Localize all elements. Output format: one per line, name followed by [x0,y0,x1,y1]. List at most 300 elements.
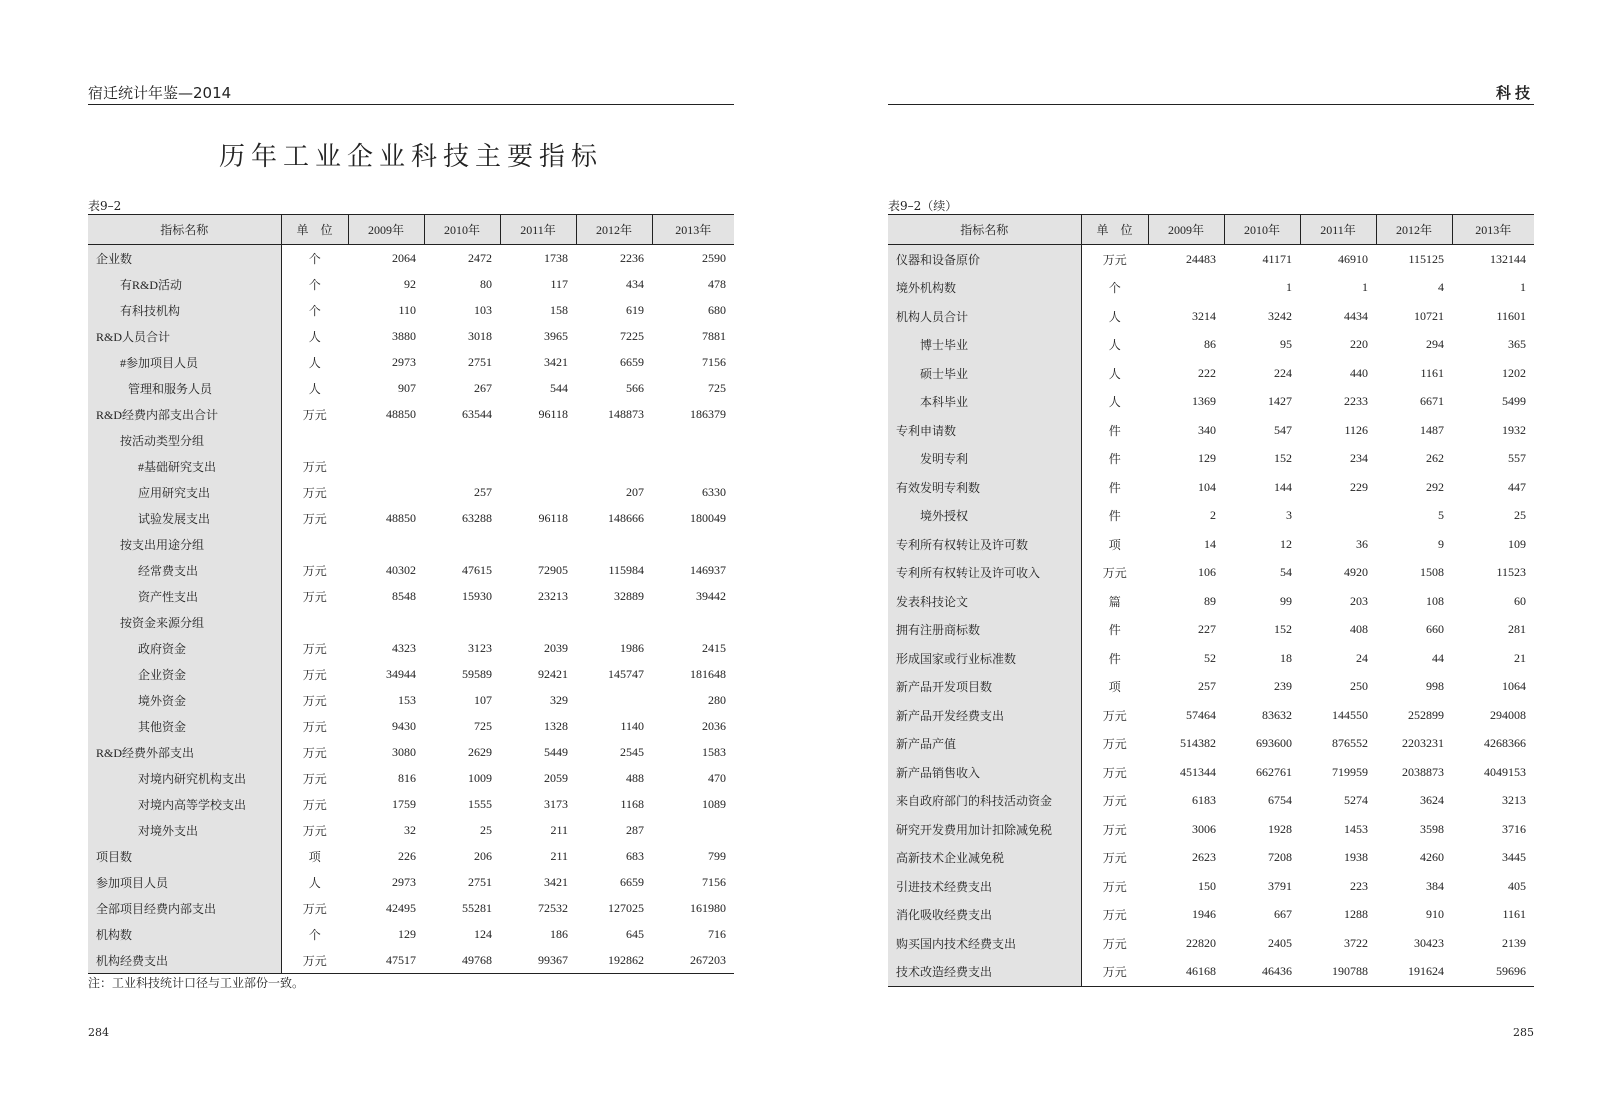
value-cell: 40302 [386,562,416,577]
unit-cell: 人 [1108,309,1121,324]
indicator-name: 发明专利 [888,445,1081,474]
value-cell: 34944 [386,666,416,681]
value-cell: 257 [474,484,492,499]
value-cell: 14 [1204,536,1216,551]
value-cell: 124 [474,926,492,941]
unit-cell: 万元 [1102,908,1127,923]
table-row [888,559,1534,588]
unit-cell: 万元 [281,947,348,974]
value-cell: 2973 [392,354,416,369]
value-cell: 2039 [544,640,568,655]
indicator-name: 机构人员合计 [888,302,1081,331]
value-cell: 1453 [1344,821,1368,836]
value-cell: 3006 [1192,821,1216,836]
table-row [88,505,734,531]
value-cell: 86 [1204,337,1216,352]
value-cell [500,427,576,453]
unit-cell: 万元 [302,823,327,838]
unit-cell: 人 [308,329,321,344]
value-cell: 719959 [1332,764,1368,779]
unit-cell: 万元 [302,511,327,526]
unit-cell: 万元 [1081,958,1148,987]
table-row [88,479,734,505]
value-cell: 148666 [608,510,644,525]
indicator-name: 管理和服务人员 [88,375,281,401]
value-cell: 18 [1280,650,1292,665]
indicator-name: 发表科技论文 [888,587,1081,616]
value-cell: 6754 [1268,793,1292,808]
value-cell: 257 [1198,679,1216,694]
unit-cell: 万元 [302,407,327,422]
unit-cell: 件 [1108,452,1121,467]
unit-cell: 个 [308,303,321,318]
value-cell: 262 [1426,451,1444,466]
indicator-name: 境外资金 [88,687,281,713]
value-cell: 267203 [652,947,734,974]
table-row [88,401,734,427]
indicator-name: R&D人员合计 [88,323,281,349]
value-cell [500,531,576,557]
value-cell: 292 [1426,479,1444,494]
value-cell: 129 [1198,451,1216,466]
indicator-name: 博士毕业 [888,331,1081,360]
value-cell: 434 [626,276,644,291]
value-cell: 220 [1350,337,1368,352]
unit-cell: 万元 [302,563,327,578]
unit-cell: 万元 [302,667,327,682]
value-cell: 267 [474,380,492,395]
indicator-name: 有效发明专利数 [888,473,1081,502]
value-cell: 1759 [392,796,416,811]
unit-cell: 万元 [302,589,327,604]
value-cell: 11523 [1496,565,1526,580]
value-cell: 566 [626,380,644,395]
value-cell: 716 [708,926,726,941]
value-cell: 234 [1350,451,1368,466]
page-number: 284 [88,1026,109,1039]
value-cell: 294008 [1490,707,1526,722]
value-cell [424,427,500,453]
table-row [888,815,1534,844]
value-cell: 161980 [690,900,726,915]
value-cell: 153 [398,692,416,707]
table-row [88,947,734,974]
value-cell: 226 [398,848,416,863]
unit-cell [281,531,348,557]
unit-cell: 万元 [1102,822,1127,837]
table-row [88,765,734,791]
indicator-name: R&D经费外部支出 [88,739,281,765]
value-cell: 514382 [1180,736,1216,751]
value-cell: 2629 [468,744,492,759]
value-cell: 54 [1280,565,1292,580]
value-cell: 662761 [1256,764,1292,779]
value-cell: 223 [1350,878,1368,893]
value-cell: 24483 [1186,251,1216,266]
value-cell: 92421 [538,666,568,681]
column-header: 2013年 [652,215,734,245]
value-cell: 2545 [620,744,644,759]
value-cell: 6659 [620,354,644,369]
value-cell [576,453,652,479]
value-cell: 41171 [1262,251,1292,266]
column-header: 单 位 [281,215,348,245]
table-row [888,274,1534,303]
value-cell: 799 [708,848,726,863]
value-cell: 99 [1280,593,1292,608]
unit-cell: 万元 [1102,879,1127,894]
unit-cell: 万元 [302,459,327,474]
value-cell: 186379 [690,406,726,421]
indicator-name: 专利申请数 [888,416,1081,445]
value-cell: 4920 [1344,565,1368,580]
unit-cell: 万元 [302,745,327,760]
table-row [888,872,1534,901]
table-row [88,791,734,817]
table-row [88,817,734,843]
table-row [888,844,1534,873]
value-cell: 683 [626,848,644,863]
unit-cell: 万元 [1102,708,1127,723]
value-cell: 3123 [468,640,492,655]
value-cell: 117 [550,276,568,291]
value-cell: 3018 [468,328,492,343]
value-cell: 3624 [1420,793,1444,808]
value-cell: 2139 [1502,935,1526,950]
value-cell: 127025 [608,900,644,915]
value-cell: 3080 [392,744,416,759]
indicator-name: #基础研究支出 [88,453,281,479]
indicator-name: 高新技术企业减免税 [888,844,1081,873]
value-cell: 478 [708,276,726,291]
indicator-name: 政府资金 [88,635,281,661]
value-cell: 3214 [1192,308,1216,323]
value-cell: 2203231 [1402,736,1444,751]
value-cell: 146937 [690,562,726,577]
value-cell: 24 [1356,650,1368,665]
value-cell: 12 [1280,536,1292,551]
value-cell: 3421 [544,354,568,369]
value-cell: 5 [1438,508,1444,523]
value-cell [424,453,500,479]
unit-cell: 人 [1108,338,1121,353]
value-cell: 57464 [1186,707,1216,722]
unit-cell: 万元 [1102,765,1127,780]
indicator-name: 新产品开发经费支出 [888,701,1081,730]
indicator-name: 引进技术经费支出 [888,872,1081,901]
value-cell: 4260 [1420,850,1444,865]
unit-cell: 万元 [302,485,327,500]
value-cell: 9 [1438,536,1444,551]
value-cell: 2405 [1268,935,1292,950]
unit-cell: 项 [1108,537,1121,552]
value-cell: 23213 [538,588,568,603]
table-row [888,302,1534,331]
value-cell: 52 [1204,650,1216,665]
table-row [888,331,1534,360]
value-cell: 1161 [1502,907,1526,922]
value-cell: 144550 [1332,707,1368,722]
value-cell: 181648 [690,666,726,681]
value-cell: 287 [626,822,644,837]
value-cell: 180049 [690,510,726,525]
value-cell [1300,502,1376,531]
value-cell: 1202 [1502,365,1526,380]
value-cell: 47615 [462,562,492,577]
unit-cell: 项 [1108,680,1121,695]
value-cell: 30423 [1414,935,1444,950]
indicator-name: 本科毕业 [888,388,1081,417]
value-cell: 340 [1198,422,1216,437]
column-header: 2013年 [1452,215,1534,245]
value-cell: 109 [1508,536,1526,551]
table-row [88,739,734,765]
value-cell: 1126 [1344,422,1368,437]
value-cell [424,531,500,557]
value-cell: 2751 [468,874,492,889]
table-row [888,673,1534,702]
value-cell: 152 [1274,451,1292,466]
value-cell: 907 [398,380,416,395]
value-cell: 1 [1286,280,1292,295]
value-cell: 59696 [1452,958,1534,987]
value-cell: 6659 [620,874,644,889]
column-header: 2009年 [1148,215,1224,245]
value-cell: 2590 [702,250,726,265]
value-cell: 11601 [1496,308,1526,323]
value-cell: 2623 [1192,850,1216,865]
indicator-name: 专利所有权转让及许可数 [888,530,1081,559]
unit-cell: 件 [1108,623,1121,638]
value-cell: 1009 [468,770,492,785]
value-cell [348,479,424,505]
value-cell: 96118 [538,510,568,525]
indicator-table-continued [888,214,1534,987]
value-cell: 2 [1210,508,1216,523]
table-row [888,359,1534,388]
value-cell: 3173 [544,796,568,811]
value-cell: 21 [1514,650,1526,665]
value-cell: 150 [1198,878,1216,893]
indicator-name: 项目数 [88,843,281,869]
value-cell: 667 [1274,907,1292,922]
table-row [888,502,1534,531]
table-row [88,609,734,635]
value-cell: 72905 [538,562,568,577]
value-cell: 5449 [544,744,568,759]
value-cell: 107 [474,692,492,707]
unit-cell: 篇 [1108,594,1121,609]
value-cell: 4268366 [1484,736,1526,751]
value-cell: 191624 [1376,958,1452,987]
value-cell: 1328 [544,718,568,733]
unit-cell: 万元 [1102,794,1127,809]
value-cell [348,453,424,479]
value-cell: 5499 [1502,394,1526,409]
value-cell: 145747 [608,666,644,681]
value-cell: 25 [1514,508,1526,523]
table-row [88,323,734,349]
table-row [88,427,734,453]
page-number: 285 [1513,1026,1534,1039]
value-cell: 207 [626,484,644,499]
indicator-name: 专利所有权转让及许可收入 [888,559,1081,588]
value-cell: 3242 [1268,308,1292,323]
value-cell: 95 [1280,337,1292,352]
unit-cell: 件 [1108,423,1121,438]
table-row [88,713,734,739]
value-cell: 2415 [702,640,726,655]
value-cell: 80 [480,276,492,291]
value-cell: 488 [626,770,644,785]
unit-cell: 人 [308,355,321,370]
indicator-name: 新产品产值 [888,730,1081,759]
table-row [88,349,734,375]
value-cell: 2038873 [1402,764,1444,779]
value-cell: 25 [480,822,492,837]
value-cell: 3791 [1268,878,1292,893]
table-row [88,921,734,947]
value-cell: 1986 [620,640,644,655]
value-cell: 544 [550,380,568,395]
column-header: 2010年 [424,215,500,245]
value-cell: 63544 [462,406,492,421]
column-header: 2010年 [1224,215,1300,245]
value-cell: 148873 [608,406,644,421]
value-cell [348,609,424,635]
table-row [88,869,734,895]
value-cell: 693600 [1256,736,1292,751]
column-header: 2012年 [1376,215,1452,245]
indicator-name: 经常费支出 [88,557,281,583]
value-cell: 110 [398,302,416,317]
value-cell: 408 [1350,622,1368,637]
indicator-table [88,214,734,974]
indicator-name: 对境内高等学校支出 [88,791,281,817]
value-cell: 2036 [702,718,726,733]
value-cell: 36 [1356,536,1368,551]
value-cell: 3965 [544,328,568,343]
value-cell: 384 [1426,878,1444,893]
value-cell [652,427,734,453]
indicator-name: 试验发展支出 [88,505,281,531]
value-cell: 7156 [702,874,726,889]
value-cell: 1738 [544,250,568,265]
value-cell: 2059 [544,770,568,785]
value-cell: 4323 [392,640,416,655]
value-cell: 3421 [544,874,568,889]
value-cell: 115984 [608,562,644,577]
table-row [88,271,734,297]
indicator-name: 购买国内技术经费支出 [888,929,1081,958]
value-cell: 10721 [1414,308,1444,323]
value-cell: 158 [550,302,568,317]
column-header: 指标名称 [888,215,1081,245]
indicator-name: 资产性支出 [88,583,281,609]
unit-cell: 万元 [302,693,327,708]
value-cell: 48850 [386,510,416,525]
value-cell: 152 [1274,622,1292,637]
value-cell: 876552 [1332,736,1368,751]
value-cell: 103 [474,302,492,317]
indicator-name: 新产品开发项目数 [888,673,1081,702]
table-row [88,583,734,609]
table-row [88,245,734,272]
table-row [88,895,734,921]
value-cell: 186 [550,926,568,941]
table-row [888,730,1534,759]
value-cell: 59589 [462,666,492,681]
value-cell: 132144 [1490,251,1526,266]
value-cell [576,687,652,713]
value-cell: 2233 [1344,394,1368,409]
value-cell: 224 [1274,365,1292,380]
value-cell: 46910 [1338,251,1368,266]
indicator-name: 拥有注册商标数 [888,616,1081,645]
value-cell: 115125 [1408,251,1444,266]
value-cell: 405 [1508,878,1526,893]
unit-cell: 万元 [302,797,327,812]
value-cell [576,531,652,557]
table-row [888,616,1534,645]
value-cell: 211 [550,822,568,837]
table-row [88,661,734,687]
column-header: 2012年 [576,215,652,245]
unit-cell: 件 [1108,651,1121,666]
value-cell: 252899 [1408,707,1444,722]
table-row [88,843,734,869]
value-cell: 1555 [468,796,492,811]
value-cell: 47517 [348,947,424,974]
value-cell: 1140 [620,718,644,733]
value-cell: 660 [1426,622,1444,637]
value-cell: 6183 [1192,793,1216,808]
table-row [888,644,1534,673]
value-cell: 6671 [1420,394,1444,409]
value-cell [500,479,576,505]
value-cell: 447 [1508,479,1526,494]
running-head: 宿迁统计年鉴—2014 [88,82,734,105]
value-cell: 108 [1426,593,1444,608]
unit-cell: 个 [1108,281,1121,296]
value-cell [500,609,576,635]
value-cell: 83632 [1262,707,1292,722]
value-cell: 92 [404,276,416,291]
table-row [88,635,734,661]
value-cell: 96118 [538,406,568,421]
value-cell: 46436 [1224,958,1300,987]
unit-cell [281,427,348,453]
table-label: 表9–2 [88,199,122,213]
running-head: 科技 [888,82,1534,105]
value-cell: 229 [1350,479,1368,494]
value-cell: 1 [1362,280,1368,295]
value-cell [652,531,734,557]
indicator-name: 有R&D活动 [88,271,281,297]
value-cell: 547 [1274,422,1292,437]
value-cell: 39442 [696,588,726,603]
value-cell [652,453,734,479]
value-cell: 99367 [500,947,576,974]
value-cell: 6330 [702,484,726,499]
unit-cell: 个 [308,251,321,266]
column-header: 指标名称 [88,215,281,245]
left-page [88,0,734,1099]
value-cell: 32 [404,822,416,837]
indicator-name: 按活动类型分组 [88,427,281,453]
table-row [88,297,734,323]
unit-cell: 项 [308,849,321,864]
